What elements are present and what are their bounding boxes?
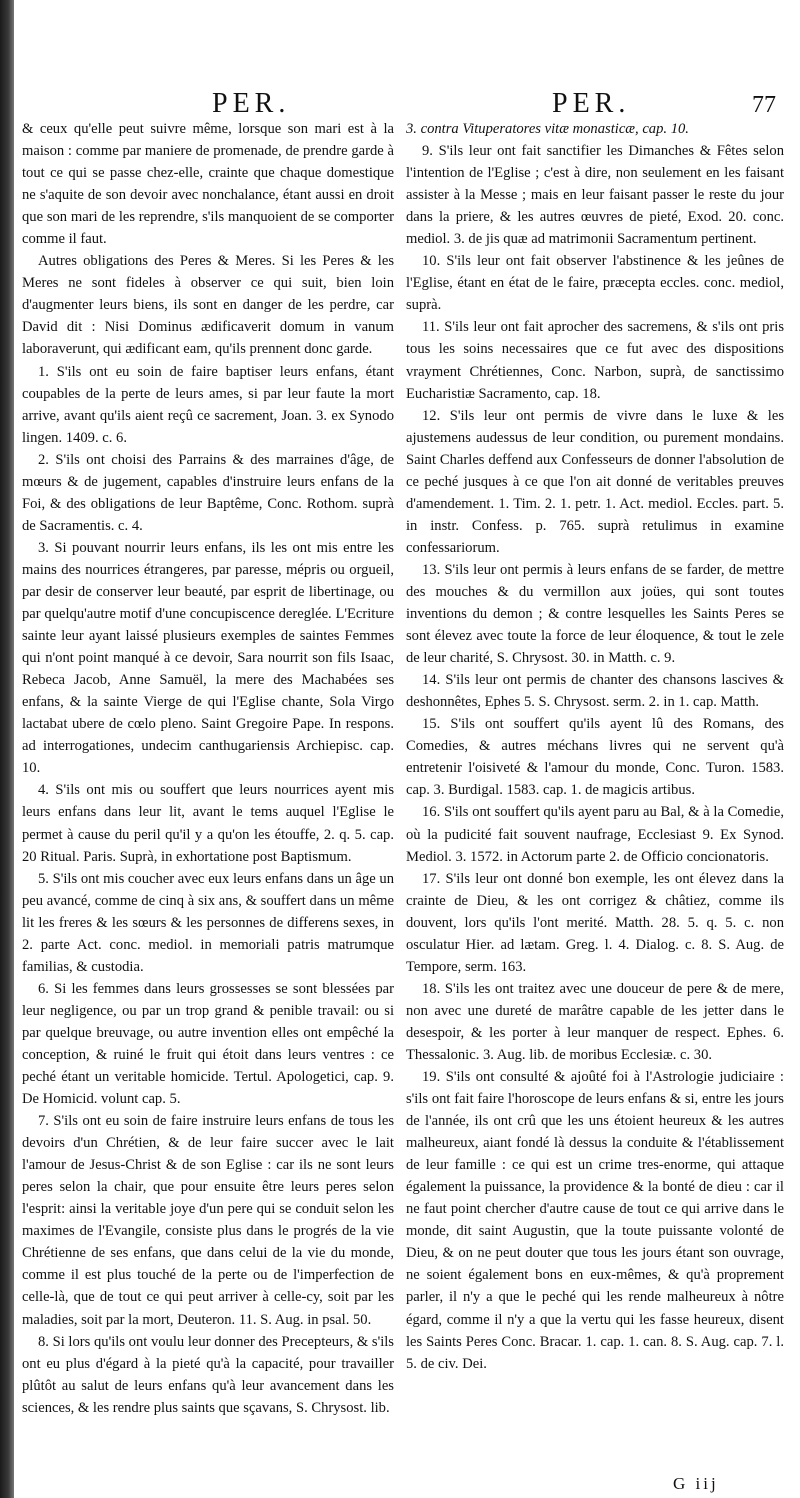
running-title-left: PER. [212,88,291,119]
paragraph: 3. Si pouvant nourrir leurs enfans, ils les ont mis entre les mains des nourrices étrangeres, par paresse, mépris ou orgueil, par desir de conserver leur beauté, par esprit de libertinage, ou par quelqu'autre motif d'une concupiscence dereglée. L'Ecriture sainte leur ayant laissé plusieurs exemples de saintes Femmes qui n'ont point manqué à ce devoir, Sara nourrit son fils Isaac, Rebeca Jacob, Anne Samuël, la mere des Machabées ses enfans, & la sainte Vierge de qui l'Eglise chante, Sola Virgo lactabat ubere de cœlo pleno. Saint Gregoire Pape. In respons. ad interrogationes, undecim canthugariensis Archiepisc. cap. 10. [22,539,394,777]
paragraph: 11. S'ils leur ont fait aprocher des sacremens, & s'ils ont pris tous les soins necessaires que ce fut avec des dispositions vrayment Chrétiennes, Conc. Narbon, suprà, de sanctissimo Eucharistiæ Sacramento, cap. 18. [406,319,784,402]
left-column [22,118,394,1419]
paragraph: 8. Si lors qu'ils ont voulu leur donner des Precepteurs, & s'ils ont eu plus d'égard à la pieté qu'à la capacité, pour travailler plûtôt au salut de leurs enfans qu'à leur avancement dans les sciences, & les rendre plus saints que sçavans, S. Chrysost. lib. [22,1333,394,1416]
paragraph: 12. S'ils leur ont permis de vivre dans le luxe & les ajustemens audessus de leur condition, ou purement mondains. Saint Charles deffend aux Confesseurs de donner l'absolution de ce peché jusques à ce que l'on ait donné de veritables preuves d'amendement. 1. Tim. 2. 1. petr. 1. Act. mediol. Eccles. part. 5. in instr. Confess. p. 765. suprà retulimus in examine confessariorum. [406,407,784,556]
paragraph: & ceux qu'elle peut suivre même, lorsque son mari est à la maison : comme par maniere de promenade, de prendre garde à tout ce qui se passe chez-elle, crainte que chaque domestique ne s'aquite de son devoir avec nonchalance, étant aussi en droit que son mari de les reprendre, s'ils manquoient de se comporter comme il faut. [22,121,394,248]
paragraph: 17. S'ils leur ont donné bon exemple, les ont élevez dans la crainte de Dieu, & les ont corrigez & châtiez, comme ils douvent, lors qu'ils l'ont merité. Matth. 28. 5. q. 5. c. non osculatur Hier. ad lætam. Greg. l. 4. Dialog. c. 8. S. Aug. de Tempore, serm. 163. [406,870,784,975]
paragraph: 6. Si les femmes dans leurs grossesses se sont blessées par leur negligence, ou par un trop grand & penible travail: ou si par quelque breuvage, ou autre invention elles ont empêché la conception, & ruiné le fruit qui étoit dans leurs ventres : ce peché étant un veritable homicide. Tertul. Apologetici, cap. 9. De Homicid. volunt cap. 5. [22,980,394,1108]
paragraph: 19. S'ils ont consulté & ajoûté foi à l'Astrologie judiciaire : s'ils ont fait faire l'horoscope de leurs enfans & si, entre les jours de l'année, ils ont crû que les uns étoient heureux & les autres malheureux, aiant fondé là dessus la conduite & l'établissement de leur famille : ce qui est un crime tres-enorme, qui attaque également la puissance, la providence & la bonté de dieu : car il ne faut point chercher d'autre cause de tout ce qui arrive dans le monde, dit saint Augustin, que la toute puissante volonté de Dieu, & on ne peut douter que tous les jours étant son ouvrage, ne soient également bons en eux-mêmes, & qu'à proprement parler, il n'y a que le peché qui les rende malheureux à nôtre égard, comme il n'y a que la vertu qui les fasse heureux, disent les Saints Peres Conc. Bracar. 1. cap. 1. can. 8. S. Aug. cap. 7. l. 5. de civ. Dei. [406,1069,784,1372]
paragraph: 15. S'ils ont souffert qu'ils ayent lû des Romans, des Comedies, & autres méchans livres qui ne servent qu'à entretenir l'oisiveté & l'amour du monde, Conc. Turon. 1583. cap. 3. Burdigal. 1583. cap. 1. de magicis artibus. [406,716,784,799]
paragraph: 4. S'ils ont mis ou souffert que leurs nourrices ayent mis leurs enfans dans leur lit, avant le tems auquel l'Eglise le permet à cause du peril qu'il y a qu'on les étouffe, 2. q. 5. cap. 20 Ritual. Paris. Suprà, in exhortatione post Baptismum. [22,782,394,865]
running-header [0,88,800,122]
paragraph: 9. S'ils leur ont fait sanctifier les Dimanches & Fêtes selon l'intention de l'Eglise ; c'est à dire, non seulement en les faisant assister à la Messe ; mais en leur faisant passer le reste du jour dans la priere, & les autres œuvres de pieté, Exod. 20. conc. mediol. 3. de jis quæ ad matrimonii Sacramentum pertinent. [406,143,784,248]
paragraph: 13. S'ils leur ont permis à leurs enfans de se farder, de mettre des mouches & du vermillon aux joües, qui sont toutes inventions du demon ; & contre lesquelles les Saints Peres se sont élevez avec toute la force de leur éloquence, & tout le zele de leur charité, S. Chrysost. 30. in Matth. c. 9. [406,561,784,667]
right-column [406,118,784,1375]
paragraph: 7. S'ils ont eu soin de faire instruire leurs enfans de tous les devoirs d'un Chrétien, & de leur faire succer avec le lait l'amour de Jesus-Christ & de son Eglise : car ils ne sont leurs peres selon la chair, que pour ensuite être leurs peres selon l'esprit: ainsi la veritable joye d'un pere qui se conduit selon les maximes de l'Evangile, consiste plus dans le progrés de la vie Chrétienne de ses enfans, que dans celui de la vie du monde, comme il est plus touché de la perte ou de l'imperfection de celle-là, que de tout ce qui peut arriver à celle-cy, soit par les maladies, soit par la mort, Deuteron. 11. S. Aug. in psal. 50. [22,1113,394,1328]
paragraph: 5. S'ils ont mis coucher avec eux leurs enfans dans un âge un peu avancé, comme de cinq à six ans, & souffert dans un même lit les freres & les sœurs & les personnes de differens sexes, in 2. parte Act. conc. mediol. in memoriali patris matrumque familias, & custodia. [22,870,394,975]
paragraph: 14. S'ils leur ont permis de chanter des chansons lascives & deshonnêtes, Ephes 5. S. Chrysost. serm. 2. in 1. cap. Matth. [406,672,784,711]
paragraph: 3. contra Vituperatores vitæ monasticæ, cap. 10. [406,121,689,137]
book-spine-shadow [0,0,14,1498]
paragraph: 10. S'ils leur ont fait observer l'abstinence & les jeûnes de l'Eglise, étant en état de le faire, præcepta eccles. conc. mediol, suprà. [406,253,784,314]
paragraph: 18. S'ils les ont traitez avec une douceur de pere & de mere, non avec une dureté de marâtre capable de les jetter dans le desespoir, & les porter à leur manquer de respect. Ephes. 6. Thessalonic. 3. Aug. lib. de moribus Ecclesiæ. c. 30. [406,980,784,1063]
running-title-right: PER. [552,88,631,119]
paragraph: 16. S'ils ont souffert qu'ils ayent paru au Bal, & à la Comedie, où la pudicité fait souvent naufrage, Ecclesiast 9. Ex Synod. Mediol. 3. 1572. in Actorum parte 2. de Officio concionatoris. [406,804,784,865]
page-number: 77 [752,92,776,118]
paragraph: 2. S'ils ont choisi des Parrains & des marraines d'âge, de mœurs & de jugement, capables d'instruire leurs enfans de la Foi, & des obligations de leur Baptême, Conc. Rothom. suprà de Sacramentis. c. 4. [22,451,394,534]
paragraph: Autres obligations des Peres & Meres. Si les Peres & les Meres ne sont fideles à observer ce qui suit, bien loin d'augmenter leurs biens, ils sont en danger de les perdre, car David dit : Nisi Dominus ædificaverit domum in vanum laboraverunt, qui ædificant eam, qu'ils prennent donc garde. [22,253,394,358]
signature-mark: G iij [673,1474,719,1493]
paragraph: 1. S'ils ont eu soin de faire baptiser leurs enfans, étant coupables de la perte de leurs ames, si par leur faute la mort arrive, avant qu'ils aient reçû ce sacrement, Joan. 3. ex Synodo lingen. 1409. c. 6. [22,363,394,446]
